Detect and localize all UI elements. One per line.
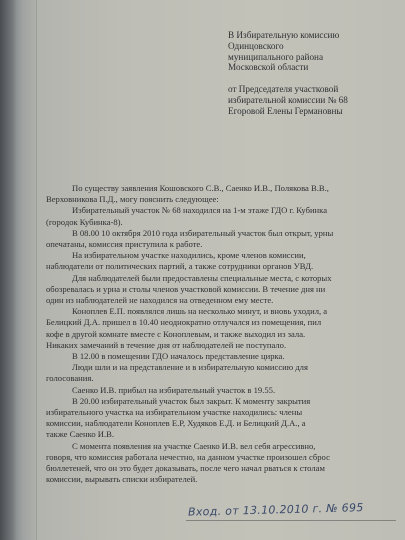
body-line: опечатаны, комиссия приступила к работе.: [46, 239, 203, 250]
body-line: Никаких замечаний в течение дня от наблюдателей не поступало.: [46, 339, 287, 350]
body-line: На избирательном участке находились, кроме членов комиссии,: [72, 250, 306, 261]
recipient-line: муниципального района: [228, 51, 324, 62]
body-line: Белицкий Д.А. пришел в 10.40 неоднократно отлучался из помещения, пил: [46, 317, 322, 328]
body-line: Верховникова П.Д., могу пояснить следующее:: [46, 194, 219, 205]
binding-shadow: [0, 0, 16, 540]
spacer: [228, 73, 398, 84]
body-line: наблюдатели от политических партий, а также сотрудники органов УВД.: [46, 261, 314, 272]
body-line: Люди шли и на представление и в избирательную комиссию для: [72, 362, 308, 373]
recipient-line: Одинцовского: [228, 40, 284, 51]
body-line: Саенко И.В. прибыл на избирательный участок в 19.55.: [72, 384, 276, 395]
body-line: также Саенко И.В.: [46, 429, 115, 440]
body-line: В 08.00 10 октября 2010 года избирательный участок был открыт, урны: [72, 227, 334, 238]
sender-line: от Председателя участковой: [228, 84, 339, 95]
recipient-block: [228, 30, 398, 117]
letter-body: [46, 183, 398, 485]
body-line: По существу заявления Кошовского С.В., Саенко И.В., Полякова В.В.,: [72, 183, 329, 193]
body-line: Для наблюдателей были предоставлены специальные места, с которых: [72, 272, 332, 283]
recipient-line: Московской области: [228, 62, 309, 73]
body-line: комиссии, вырывать списки избирателей.: [46, 474, 198, 485]
body-line: комиссии, наблюдатели Коноплев Е.Р, Худяков Е.Д. и Белицкий Д.А., а: [46, 418, 306, 429]
body-line: Избирательный участок № 68 находился на 1-м этаже ГДО г. Кубинка: [72, 205, 328, 216]
body-line: Коноплев Е.П. появлялся лишь на несколько минут, и вновь уходил, а: [72, 306, 328, 317]
body-line: В 12.00 в помещении ГДО началось представление цирка.: [72, 351, 285, 362]
body-line: В 20.00 избирательный участок был закрыт. К моменту закрытия: [72, 395, 311, 406]
sender-line: избирательной комиссии № 68: [228, 94, 348, 105]
body-line: бюллетеней, что он это будет доказывать, после чего начал рваться к столам: [46, 463, 325, 474]
body-line: голосования.: [46, 373, 94, 384]
body-line: избирательного участка на избирательном участке находились: члены: [46, 407, 303, 418]
body-line: кофе в другой комнате вместе с Коноплевым, и также выходил из зала.: [46, 328, 306, 339]
body-line: один из наблюдателей не находился на отведенном ему месте.: [46, 295, 274, 306]
body-line: говоря, что комиссия работала нечестно, на данном участке произошел сброс: [46, 451, 330, 462]
handwritten-registration-note: Вход. от 13.10.2010 г. № 695: [187, 501, 364, 519]
sender-line: Егоровой Елены Германовны: [228, 105, 343, 116]
page-edge: [36, 0, 37, 540]
body-line: обозревалась и урна и столы членов участковой комиссии. В течение дня ни: [46, 283, 326, 294]
body-line: С момента появления на участке Саенко И.В. вел себя агрессивно,: [72, 440, 316, 451]
body-line: (городок Кубинка-8).: [46, 216, 123, 227]
recipient-line: В Избирательную комиссию: [228, 30, 340, 40]
note-underline: [186, 520, 396, 521]
